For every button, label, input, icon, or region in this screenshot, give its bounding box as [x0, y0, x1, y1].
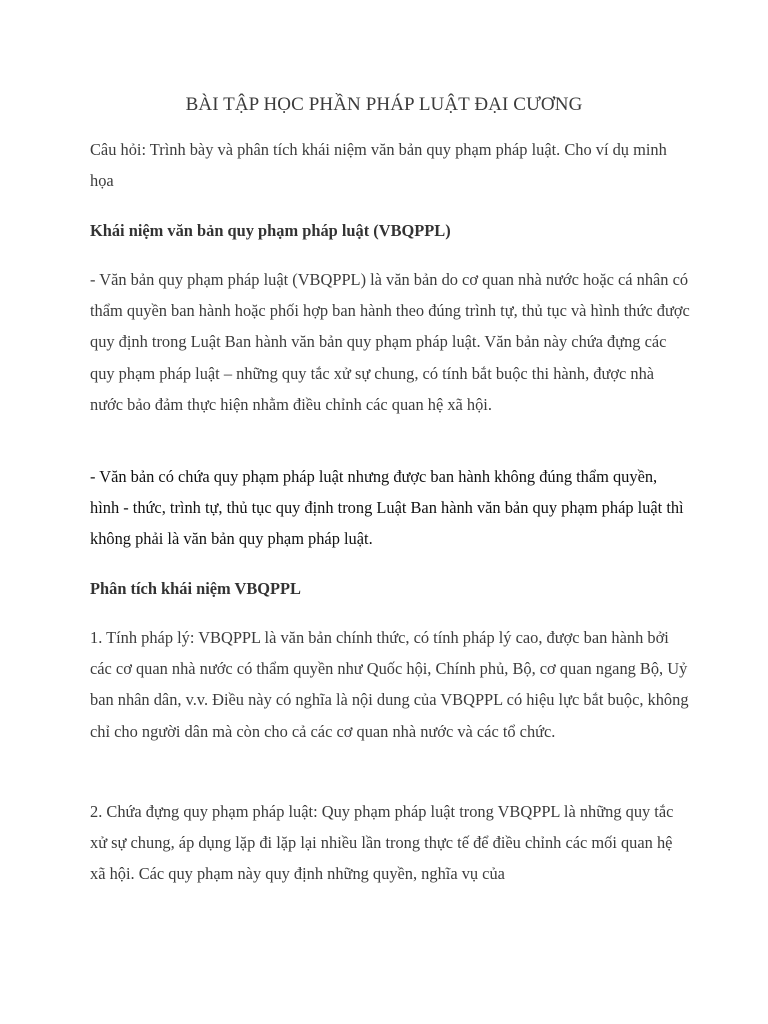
section-heading-analysis: Phân tích khái niệm VBQPPL [90, 579, 301, 598]
paragraph-norms: 2. Chứa đựng quy phạm pháp luật: Quy phạm pháp luật trong VBQPPL là những quy tắc xử sự chung, áp dụng lặp đi lặp lại nhiều lần trong thực tế để điều chỉnh các mối quan hệ xã hội. Các quy phạm này quy định những quyền, nghĩa vụ của [90, 802, 674, 884]
document-title: BÀI TẬP HỌC PHẦN PHÁP LUẬT ĐẠI CƯƠNG [185, 94, 583, 115]
paragraph-legal-nature: 1. Tính pháp lý: VBQPPL là văn bản chính thức, có tính pháp lý cao, được ban hành bởi các cơ quan nhà nước có thẩm quyền như Quốc hội, Chính phủ, Bộ, cơ quan ngang Bộ, Uỷ ban nhân dân, v.v. Điều này có nghĩa là nội dung của VBQPPL có hiệu lực bắt buộc, không chỉ cho người dân mà còn cho cả các cơ quan nhà nước và các tổ chức. [90, 628, 689, 741]
paragraph-exception: - Văn bản có chứa quy phạm pháp luật nhưng được ban hành không đúng thẩm quyền, hình - thức, trình tự, thủ tục quy định trong Luật Ban hành văn bản quy phạm pháp luật thì không phải là văn bản quy phạm pháp luật. [90, 467, 684, 549]
question-text: Câu hỏi: Trình bày và phân tích khái niệm văn bản quy phạm pháp luật. Cho ví dụ minh họa [90, 140, 667, 191]
section-heading-concept: Khái niệm văn bản quy phạm pháp luật (VBQPPL) [90, 221, 451, 240]
paragraph-definition: - Văn bản quy phạm pháp luật (VBQPPL) là văn bản do cơ quan nhà nước hoặc cá nhân có thẩm quyền ban hành hoặc phối hợp ban hành theo đúng trình tự, thủ tục và hình thức được quy định trong Luật Ban hành văn bản quy phạm pháp luật. Văn bản này chứa đựng các quy phạm pháp luật – những quy tắc xử sự chung, có tính bắt buộc thi hành, được nhà nước bảo đảm thực hiện nhằm điều chỉnh các quan hệ xã hội. [90, 270, 690, 414]
